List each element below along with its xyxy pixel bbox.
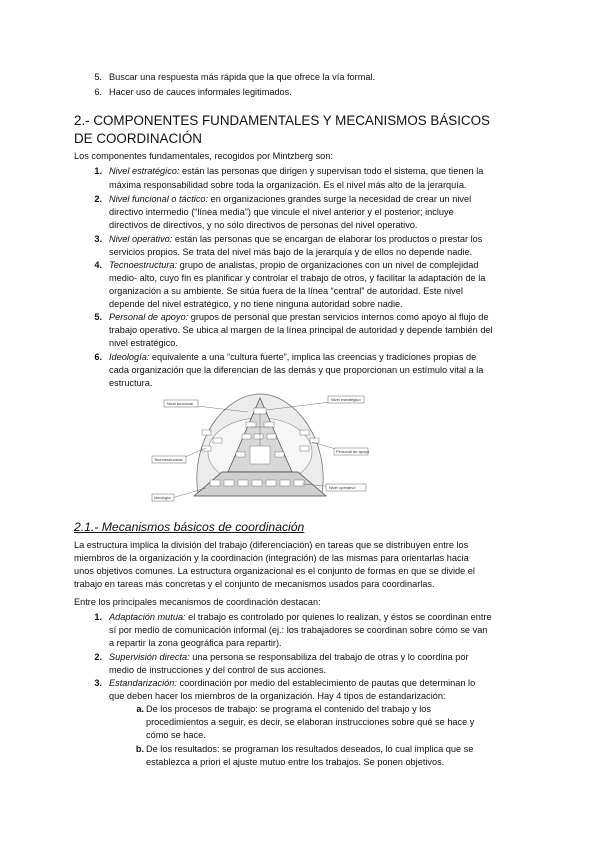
term: Nivel estratégico: [109, 166, 180, 176]
list-number: 6. [94, 87, 102, 97]
list-item-line: directivo intermedio (“línea media”) que vincule el nivel anterior y el posterior; incluye [109, 207, 454, 217]
list-item: Ideología: equivalente a una “cultura fuerte”, implica las creencias y tradiciones propias de [109, 352, 477, 362]
sublist-item-line: establezca a priori el ajuste mutuo entre los trabajos. Se ponen objetivos. [146, 757, 445, 767]
sublist-item-line: De los procesos de trabajo: se programa el contenido del trabajo y los [146, 704, 431, 714]
list-item-text: Hacer uso de cauces informales legitimados. [109, 87, 292, 97]
mintzberg-diagram [150, 390, 370, 512]
label-funcional: Nivel funcional [167, 401, 194, 406]
section-title: 2.- COMPONENTES FUNDAMENTALES Y MECANISMOS BÁSICOS [74, 113, 490, 128]
term: Nivel operativo: [109, 234, 173, 244]
list-item-line: máxima responsabilidad sobre toda la organización. Es el nivel más alto de la jerarquía. [109, 180, 467, 190]
label-operativo: Nivel operativo [329, 485, 356, 490]
term: Nivel funcional o táctico: [109, 194, 209, 204]
list-item-line: servicios propios. Se trata del nivel más bajo de la jerarquía y de ellos no depende nadie. [109, 247, 473, 257]
list-item: Nivel estratégico: están las personas que dirigen y supervisan todo el sistema, que tienen la [109, 166, 484, 176]
sublist-item-line: De los resultados: se programan los resultados deseados, lo cual implica que se [146, 744, 474, 754]
list-item-line: sí por medio de comunicación informal (ej.: los trabajadores se coordinan sobre cómo se van [109, 625, 488, 635]
list-item-line: cada organización que la diferencian de las demás y que proporcionan un estímulo vital a la [109, 365, 484, 375]
list-number: 2. [94, 194, 102, 204]
list-item: Nivel funcional o táctico: en organizaciones grandes surge la necesidad de crear un nivel [109, 194, 472, 204]
term: Tecnoestructura: [109, 260, 178, 270]
list-item-line: medio de instrucciones y del control de sus acciones. [109, 665, 327, 675]
list-item-line: depende del nivel estratégico, y no tiene ninguna autoridad sobre nadie. [109, 299, 403, 309]
label-tecnoestructura: Tecnoestructura [154, 457, 183, 462]
list-item-line: organización a su ambiente. Se sitúa fuera de la línea “central” de autoridad. Este nivel [109, 286, 463, 296]
list-number: 2. [94, 652, 102, 662]
term: Personal de apoyo: [109, 312, 189, 322]
label-estrategico: Nivel estratégico [331, 397, 361, 402]
list-item: Estandarización: coordinación por medio del establecimiento de pautas que determinan lo [109, 678, 476, 688]
list-number: 6. [94, 352, 102, 362]
sublist-letter: a. [136, 704, 144, 714]
list-number: 4. [94, 260, 102, 270]
list-item: Tecnoestructura: grupo de analistas, propio de organizaciones con un nivel de complejidad [109, 260, 479, 270]
list-item: Personal de apoyo: grupos de personal que prestan servicios internos como apoyo al flujo de [109, 312, 489, 322]
sublist-item-line: procedimientos a seguir, es decir, se elaboran instrucciones sobre qué se hace y [146, 717, 475, 727]
sublist-item-line: cómo se hace. [146, 730, 206, 740]
list-item-line: directivos de directivos, y no sólo directivos de personas del nivel operativo. [109, 220, 418, 230]
sublist-letter: b. [135, 744, 144, 754]
section-intro: Los componentes fundamentales, recogidos por Mintzberg son: [74, 151, 333, 161]
term: Adaptación mutua: [109, 612, 186, 622]
list-item-line: medio- alto, cuyo fin es planificar y controlar el trabajo de otros, y facilitar la adaptación de la [109, 273, 486, 283]
label-ideologia: Ideología [154, 495, 171, 500]
paragraph-line: miembros de la organización y la coordinación (integración) de las mismas para orientarlas hacia [74, 553, 469, 563]
list-item-line: a repartir la zona geográfica para repartir). [109, 638, 282, 648]
list-item-line: estructura. [109, 378, 153, 388]
paragraph-line: trabajo en tareas más concretas y el conjunto de mecanismos usados para coordinarlas. [74, 579, 435, 589]
list-item-line: trabajo operativo. Se ubica al margen de la línea principal de autoridad y depende también del [109, 325, 493, 335]
paragraph-line: unos objetivos comunes. La estructura organizacional es el conjunto de formas en que se divide el [74, 566, 475, 576]
list-number: 1. [94, 166, 102, 176]
list-number: 5. [94, 72, 102, 82]
term: Ideología: [109, 352, 150, 362]
label-apoyo: Personal de apoyo [336, 449, 370, 454]
paragraph-line: La estructura implica la división del trabajo (diferenciación) en tareas que se distribuyen entre los [74, 540, 469, 550]
list-item: Adaptación mutua: el trabajo es controlado por quienes lo realizan, y éstos se coordinan entre [109, 612, 492, 622]
list-item-text: Buscar una respuesta más rápida que la que ofrece la vía formal. [109, 72, 376, 82]
list-number: 3. [94, 678, 102, 688]
list-number: 1. [94, 612, 102, 622]
list-item: Supervisión directa: una persona se responsabiliza del trabajo de otras y lo coordina por [109, 652, 469, 662]
list-item-line: nivel estratégico. [109, 338, 178, 348]
term: Supervisión directa: [109, 652, 190, 662]
list-number: 5. [94, 312, 102, 322]
list-item: Nivel operativo: están las personas que se encargan de elaborar los productos o prestar los [109, 234, 483, 244]
list-number: 3. [94, 234, 102, 244]
term: Estandarización: [109, 678, 177, 688]
list-item-line: que deben hacer los miembros de la organización. Hay 4 tipos de estandarización: [109, 691, 446, 701]
subsection-title: 2.1.- Mecanismos básicos de coordinación [74, 520, 305, 534]
section-intro: Entre los principales mecanismos de coordinación destacan: [74, 597, 321, 607]
section-title: DE COORDINACIÓN [74, 131, 202, 146]
diagram-svg [150, 390, 370, 512]
